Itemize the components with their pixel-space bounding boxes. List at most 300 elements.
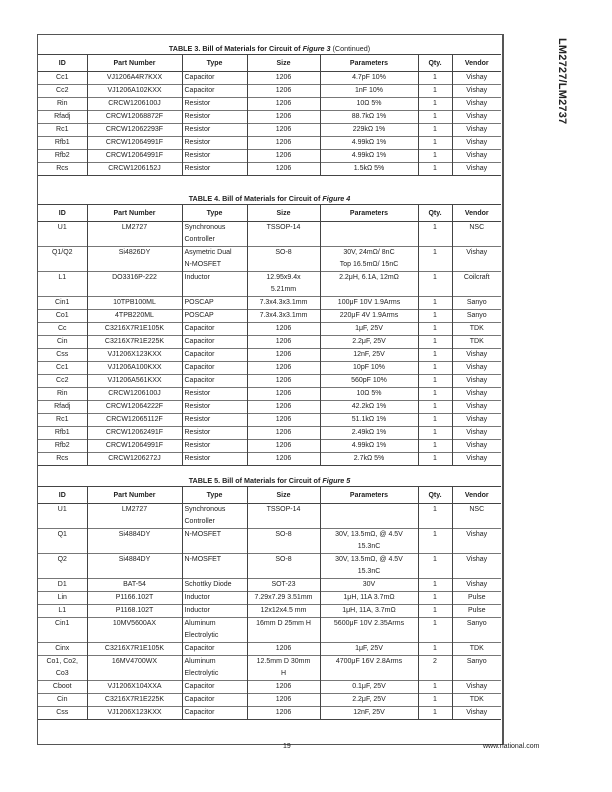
cell-part-number: Si4884DY xyxy=(87,554,182,579)
cell-id: Cc2 xyxy=(38,375,87,388)
cell-size: 1206 xyxy=(247,150,320,163)
cell-type: Capacitor xyxy=(182,375,247,388)
cell-id: Co1 xyxy=(38,310,87,323)
cell-qty: 1 xyxy=(418,297,452,310)
cell-size: SO-8 xyxy=(247,247,320,272)
table-row xyxy=(38,362,501,375)
table-row xyxy=(38,272,501,297)
table-row xyxy=(38,163,501,176)
cell-qty: 1 xyxy=(418,375,452,388)
header-row xyxy=(38,205,501,222)
cell-size: 16mm D 25mm H xyxy=(247,618,320,643)
cell-part-number: CRCW12068872F xyxy=(87,111,182,124)
cell-qty: 1 xyxy=(418,388,452,401)
cell-size: 1206 xyxy=(247,336,320,349)
cell-id: Cc1 xyxy=(38,72,87,85)
cell-size: 1206 xyxy=(247,323,320,336)
table-row xyxy=(38,427,501,440)
cell-id: Q1 xyxy=(38,529,87,554)
table-row xyxy=(38,605,501,618)
table-row xyxy=(38,579,501,592)
cell-parameters: 0.1μF, 25V xyxy=(320,681,418,694)
cell-qty: 1 xyxy=(418,323,452,336)
cell-qty: 1 xyxy=(418,98,452,111)
cell-id: Rcs xyxy=(38,163,87,176)
cell-qty: 1 xyxy=(418,643,452,656)
cell-id: Cin1 xyxy=(38,297,87,310)
cell-qty: 1 xyxy=(418,618,452,643)
cell-type: Capacitor xyxy=(182,707,247,720)
cell-type: Resistor xyxy=(182,440,247,453)
cell-size: TSSOP-14 xyxy=(247,504,320,529)
column-header: Size xyxy=(247,487,320,504)
cell-parameters: 4700μF 16V 2.8Arms xyxy=(320,656,418,681)
bom-table xyxy=(38,54,501,176)
cell-part-number: VJ1206A102KXX xyxy=(87,85,182,98)
table-row xyxy=(38,72,501,85)
cell-qty: 1 xyxy=(418,694,452,707)
cell-size: SO-8 xyxy=(247,529,320,554)
header-row xyxy=(38,55,501,72)
column-header: Type xyxy=(182,55,247,72)
cell-size: 1206 xyxy=(247,401,320,414)
cell-part-number: CRCW12064991F xyxy=(87,440,182,453)
cell-size: 1206 xyxy=(247,388,320,401)
cell-qty: 1 xyxy=(418,111,452,124)
cell-id: L1 xyxy=(38,605,87,618)
header-row xyxy=(38,487,501,504)
cell-qty: 1 xyxy=(418,440,452,453)
cell-parameters: 2.2μF, 25V xyxy=(320,694,418,707)
cell-parameters: 4.99kΩ 1% xyxy=(320,150,418,163)
cell-type: Capacitor xyxy=(182,349,247,362)
table-row xyxy=(38,504,501,529)
cell-part-number: CRCW1206272J xyxy=(87,453,182,466)
cell-vendor: Vishay xyxy=(452,150,501,163)
cell-type: Inductor xyxy=(182,272,247,297)
table-row xyxy=(38,440,501,453)
table-4 xyxy=(38,193,501,466)
cell-part-number: P1168.102T xyxy=(87,605,182,618)
column-header: Parameters xyxy=(320,205,418,222)
cell-vendor: Vishay xyxy=(452,362,501,375)
cell-vendor: Vishay xyxy=(452,579,501,592)
cell-id: Cc1 xyxy=(38,362,87,375)
table-row xyxy=(38,375,501,388)
table-row xyxy=(38,414,501,427)
bom-table xyxy=(38,204,501,466)
cell-parameters: 12nF, 25V xyxy=(320,349,418,362)
cell-type: Resistor xyxy=(182,453,247,466)
cell-type: Resistor xyxy=(182,414,247,427)
cell-qty: 1 xyxy=(418,592,452,605)
cell-type: Inductor xyxy=(182,592,247,605)
cell-part-number: 10TPB100ML xyxy=(87,297,182,310)
cell-parameters: 1nF 10% xyxy=(320,85,418,98)
cell-type: Capacitor xyxy=(182,643,247,656)
cell-vendor: Vishay xyxy=(452,529,501,554)
cell-part-number: CRCW12065112F xyxy=(87,414,182,427)
cell-size: 1206 xyxy=(247,427,320,440)
cell-parameters: 42.2kΩ 1% xyxy=(320,401,418,414)
cell-size: 1206 xyxy=(247,163,320,176)
cell-parameters: 10pF 10% xyxy=(320,362,418,375)
cell-type: Capacitor xyxy=(182,681,247,694)
cell-part-number: CRCW12062293F xyxy=(87,124,182,137)
cell-qty: 1 xyxy=(418,362,452,375)
cell-size: 7.3x4.3x3.1mm xyxy=(247,310,320,323)
table-row xyxy=(38,618,501,643)
cell-parameters: 4.99kΩ 1% xyxy=(320,137,418,150)
table-row xyxy=(38,323,501,336)
column-header: Part Number xyxy=(87,205,182,222)
cell-vendor: Vishay xyxy=(452,85,501,98)
table-row xyxy=(38,694,501,707)
cell-vendor: Vishay xyxy=(452,401,501,414)
column-header: Qty. xyxy=(418,55,452,72)
cell-part-number: CRCW12064991F xyxy=(87,137,182,150)
cell-vendor: Vishay xyxy=(452,388,501,401)
cell-id: Css xyxy=(38,349,87,362)
cell-type: N-MOSFET xyxy=(182,554,247,579)
cell-id: Rc1 xyxy=(38,124,87,137)
cell-parameters: 220μF 4V 1.9Arms xyxy=(320,310,418,323)
cell-type: POSCAP xyxy=(182,297,247,310)
cell-part-number: CRCW1206100J xyxy=(87,388,182,401)
cell-qty: 1 xyxy=(418,310,452,323)
title-prefix: TABLE 5. Bill of Materials for Circuit of xyxy=(188,476,323,485)
cell-size: SOT-23 xyxy=(247,579,320,592)
cell-vendor: Vishay xyxy=(452,681,501,694)
cell-size: 1206 xyxy=(247,137,320,150)
cell-parameters xyxy=(320,504,418,529)
cell-qty: 1 xyxy=(418,247,452,272)
cell-parameters: 229kΩ 1% xyxy=(320,124,418,137)
cell-qty: 1 xyxy=(418,336,452,349)
cell-id: U1 xyxy=(38,222,87,247)
cell-id: Rfb2 xyxy=(38,440,87,453)
page-number: 19 xyxy=(283,743,291,750)
cell-part-number: VJ1206X123KXX xyxy=(87,349,182,362)
title-prefix: TABLE 4. Bill of Materials for Circuit of xyxy=(188,194,323,203)
cell-vendor: Vishay xyxy=(452,124,501,137)
cell-part-number: DO3316P-222 xyxy=(87,272,182,297)
table-row xyxy=(38,401,501,414)
title-figure: Figure 3 xyxy=(302,44,331,53)
cell-part-number: CRCW1206152J xyxy=(87,163,182,176)
cell-parameters: 1μF, 25V xyxy=(320,323,418,336)
cell-vendor: TDK xyxy=(452,336,501,349)
cell-parameters: 560pF 10% xyxy=(320,375,418,388)
table-row xyxy=(38,111,501,124)
cell-qty: 1 xyxy=(418,453,452,466)
table-5 xyxy=(38,475,501,720)
cell-vendor: Coilcraft xyxy=(452,272,501,297)
cell-qty: 1 xyxy=(418,401,452,414)
cell-size: 1206 xyxy=(247,85,320,98)
bom-table xyxy=(38,486,501,720)
cell-part-number: LM2727 xyxy=(87,504,182,529)
cell-parameters: 30V, 24mΩ/ 8nC Top 16.5mΩ/ 15nC xyxy=(320,247,418,272)
cell-vendor: Vishay xyxy=(452,375,501,388)
footer-url: www.national.com xyxy=(483,743,540,750)
cell-part-number: 16MV4700WX xyxy=(87,656,182,681)
title-figure: Figure 4 xyxy=(322,194,351,203)
table-row xyxy=(38,222,501,247)
cell-part-number: C3216X7R1E105K xyxy=(87,643,182,656)
cell-size: 7.3x4.3x3.1mm xyxy=(247,297,320,310)
cell-type: Resistor xyxy=(182,124,247,137)
cell-id: Cc2 xyxy=(38,85,87,98)
cell-vendor: Vishay xyxy=(452,163,501,176)
cell-id: Lin xyxy=(38,592,87,605)
cell-id: Cin1 xyxy=(38,618,87,643)
cell-vendor: Vishay xyxy=(452,453,501,466)
cell-vendor: Vishay xyxy=(452,98,501,111)
cell-qty: 1 xyxy=(418,72,452,85)
cell-qty: 1 xyxy=(418,272,452,297)
cell-size: 1206 xyxy=(247,98,320,111)
cell-parameters: 1μH, 11A 3.7mΩ xyxy=(320,592,418,605)
cell-part-number: VJ1206A100KXX xyxy=(87,362,182,375)
cell-parameters: 100μF 10V 1.9Arms xyxy=(320,297,418,310)
cell-type: Capacitor xyxy=(182,85,247,98)
cell-id: Rin xyxy=(38,98,87,111)
cell-size: 1206 xyxy=(247,414,320,427)
column-header: Vendor xyxy=(452,487,501,504)
cell-qty: 1 xyxy=(418,707,452,720)
table-row xyxy=(38,124,501,137)
table-row xyxy=(38,388,501,401)
table-row xyxy=(38,349,501,362)
cell-id: Rfadj xyxy=(38,401,87,414)
side-title: LM2727/LM2737 xyxy=(556,38,568,125)
cell-qty: 1 xyxy=(418,504,452,529)
cell-type: Resistor xyxy=(182,388,247,401)
title-suffix: (Continued) xyxy=(330,44,371,53)
column-header: Parameters xyxy=(320,487,418,504)
cell-qty: 1 xyxy=(418,554,452,579)
cell-vendor: Sanyo xyxy=(452,618,501,643)
table-row xyxy=(38,98,501,111)
cell-type: Capacitor xyxy=(182,694,247,707)
cell-vendor: Sanyo xyxy=(452,310,501,323)
cell-qty: 1 xyxy=(418,222,452,247)
cell-size: 1206 xyxy=(247,440,320,453)
cell-type: Aluminum Electrolytic xyxy=(182,618,247,643)
cell-parameters: 51.1kΩ 1% xyxy=(320,414,418,427)
cell-qty: 1 xyxy=(418,150,452,163)
cell-size: 1206 xyxy=(247,681,320,694)
cell-id: Cboot xyxy=(38,681,87,694)
cell-id: Q1/Q2 xyxy=(38,247,87,272)
cell-type: Aluminum Electrolytic xyxy=(182,656,247,681)
cell-parameters: 1μF, 25V xyxy=(320,643,418,656)
cell-type: Capacitor xyxy=(182,336,247,349)
table-row xyxy=(38,150,501,163)
cell-size: 1206 xyxy=(247,643,320,656)
cell-part-number: VJ1206A561KXX xyxy=(87,375,182,388)
cell-type: Capacitor xyxy=(182,362,247,375)
cell-qty: 1 xyxy=(418,85,452,98)
cell-id: Rin xyxy=(38,388,87,401)
table-row xyxy=(38,336,501,349)
cell-type: Resistor xyxy=(182,401,247,414)
cell-part-number: CRCW12064222F xyxy=(87,401,182,414)
cell-vendor: Vishay xyxy=(452,707,501,720)
cell-vendor: NSC xyxy=(452,222,501,247)
column-header: ID xyxy=(38,205,87,222)
cell-id: Rfb2 xyxy=(38,150,87,163)
column-header: Part Number xyxy=(87,55,182,72)
cell-parameters: 2.2μF, 25V xyxy=(320,336,418,349)
table-title xyxy=(38,43,501,54)
title-figure: Figure 5 xyxy=(322,476,351,485)
table-row xyxy=(38,85,501,98)
cell-parameters: 12nF, 25V xyxy=(320,707,418,720)
table-row xyxy=(38,453,501,466)
column-header: ID xyxy=(38,55,87,72)
cell-size: 1206 xyxy=(247,453,320,466)
column-header: Type xyxy=(182,205,247,222)
cell-qty: 2 xyxy=(418,656,452,681)
cell-size: TSSOP-14 xyxy=(247,222,320,247)
table-row xyxy=(38,529,501,554)
column-header: ID xyxy=(38,487,87,504)
cell-vendor: TDK xyxy=(452,643,501,656)
cell-vendor: Vishay xyxy=(452,414,501,427)
cell-qty: 1 xyxy=(418,427,452,440)
cell-parameters xyxy=(320,222,418,247)
cell-type: Resistor xyxy=(182,111,247,124)
cell-id: D1 xyxy=(38,579,87,592)
cell-qty: 1 xyxy=(418,579,452,592)
table-row xyxy=(38,643,501,656)
table-3 xyxy=(38,43,501,176)
cell-vendor: TDK xyxy=(452,323,501,336)
cell-qty: 1 xyxy=(418,124,452,137)
cell-type: Resistor xyxy=(182,137,247,150)
cell-part-number: C3216X7R1E225K xyxy=(87,336,182,349)
cell-id: L1 xyxy=(38,272,87,297)
cell-parameters: 88.7kΩ 1% xyxy=(320,111,418,124)
cell-part-number: VJ1206A4R7KXX xyxy=(87,72,182,85)
table-row xyxy=(38,137,501,150)
cell-size: 12x12x4.5 mm xyxy=(247,605,320,618)
cell-qty: 1 xyxy=(418,349,452,362)
cell-parameters: 10Ω 5% xyxy=(320,98,418,111)
cell-id: Css xyxy=(38,707,87,720)
cell-vendor: NSC xyxy=(452,504,501,529)
column-header: Qty. xyxy=(418,205,452,222)
cell-id: U1 xyxy=(38,504,87,529)
cell-type: Resistor xyxy=(182,163,247,176)
cell-id: Q2 xyxy=(38,554,87,579)
table-title xyxy=(38,475,501,486)
table-row xyxy=(38,656,501,681)
column-header: Size xyxy=(247,55,320,72)
cell-id: Cin xyxy=(38,694,87,707)
cell-parameters: 2.7kΩ 5% xyxy=(320,453,418,466)
cell-vendor: Sanyo xyxy=(452,656,501,681)
table-row xyxy=(38,707,501,720)
cell-vendor: Vishay xyxy=(452,554,501,579)
title-prefix: TABLE 3. Bill of Materials for Circuit of xyxy=(168,44,303,53)
cell-vendor: Vishay xyxy=(452,137,501,150)
cell-type: Capacitor xyxy=(182,72,247,85)
column-header: Vendor xyxy=(452,55,501,72)
cell-vendor: Vishay xyxy=(452,247,501,272)
cell-parameters: 5600μF 10V 2.35Arms xyxy=(320,618,418,643)
cell-qty: 1 xyxy=(418,529,452,554)
cell-vendor: Vishay xyxy=(452,440,501,453)
cell-id: Rcs xyxy=(38,453,87,466)
cell-type: Synchronous Controller xyxy=(182,222,247,247)
cell-type: Resistor xyxy=(182,98,247,111)
cell-type: Synchronous Controller xyxy=(182,504,247,529)
cell-vendor: Pulse xyxy=(452,605,501,618)
cell-type: N-MOSFET xyxy=(182,529,247,554)
cell-id: Cinx xyxy=(38,643,87,656)
cell-vendor: TDK xyxy=(452,694,501,707)
cell-size: 1206 xyxy=(247,111,320,124)
table-row xyxy=(38,247,501,272)
cell-id: Co1, Co2, Co3 xyxy=(38,656,87,681)
table-row xyxy=(38,592,501,605)
cell-part-number: Si4884DY xyxy=(87,529,182,554)
cell-parameters: 1μH, 11A, 3.7mΩ xyxy=(320,605,418,618)
cell-id: Rfb1 xyxy=(38,427,87,440)
cell-size: 1206 xyxy=(247,72,320,85)
cell-parameters: 30V, 13.5mΩ, @ 4.5V 15.3nC xyxy=(320,529,418,554)
cell-id: Rfadj xyxy=(38,111,87,124)
table-title xyxy=(38,193,501,204)
cell-part-number: P1166.102T xyxy=(87,592,182,605)
cell-part-number: CRCW1206100J xyxy=(87,98,182,111)
cell-parameters: 30V, 13.5mΩ, @ 4.5V 15.3nC xyxy=(320,554,418,579)
cell-part-number: VJ1206X123KXX xyxy=(87,707,182,720)
cell-part-number: CRCW12062491F xyxy=(87,427,182,440)
cell-type: Resistor xyxy=(182,150,247,163)
cell-size: 12.95x9.4x 5.21mm xyxy=(247,272,320,297)
cell-type: Schottky Diode xyxy=(182,579,247,592)
table-row xyxy=(38,554,501,579)
cell-vendor: Sanyo xyxy=(452,297,501,310)
column-header: Vendor xyxy=(452,205,501,222)
cell-id: Cin xyxy=(38,336,87,349)
cell-type: POSCAP xyxy=(182,310,247,323)
cell-size: 7.29x7.29 3.51mm xyxy=(247,592,320,605)
cell-part-number: LM2727 xyxy=(87,222,182,247)
cell-part-number: VJ1206X104XXA xyxy=(87,681,182,694)
cell-size: 12.5mm D 30mm H xyxy=(247,656,320,681)
column-header: Size xyxy=(247,205,320,222)
cell-parameters: 2.2μH, 6.1A, 12mΩ xyxy=(320,272,418,297)
table-row xyxy=(38,681,501,694)
cell-qty: 1 xyxy=(418,681,452,694)
cell-qty: 1 xyxy=(418,414,452,427)
cell-part-number: C3216X7R1E225K xyxy=(87,694,182,707)
cell-part-number: BAT-54 xyxy=(87,579,182,592)
cell-qty: 1 xyxy=(418,605,452,618)
cell-type: Capacitor xyxy=(182,323,247,336)
cell-size: 1206 xyxy=(247,362,320,375)
column-header: Qty. xyxy=(418,487,452,504)
cell-parameters: 10Ω 5% xyxy=(320,388,418,401)
table-row xyxy=(38,297,501,310)
cell-size: SO-8 xyxy=(247,554,320,579)
column-header: Type xyxy=(182,487,247,504)
